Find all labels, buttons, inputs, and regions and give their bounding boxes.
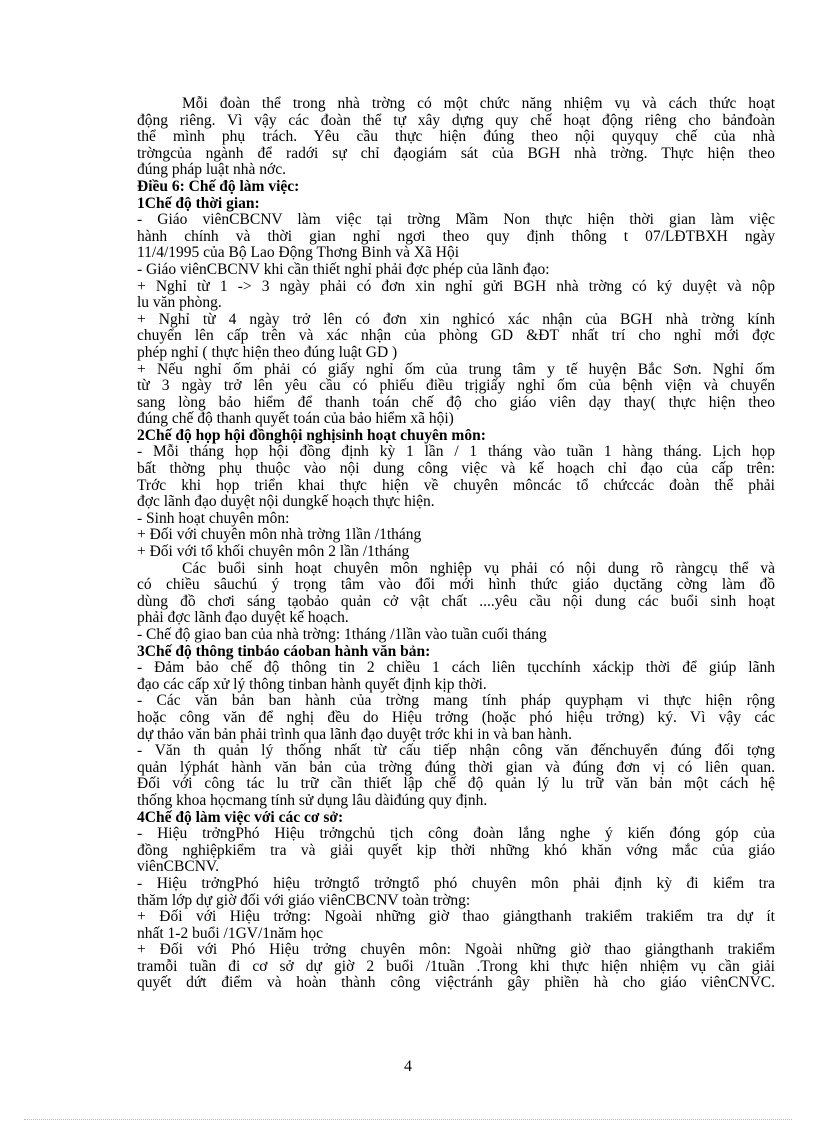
subsection-heading: 4Chế độ làm việc với các cơ sở: [137,809,344,826]
paragraph-line: - Hiệu trởngPhó Hiệu trởngchủ tịch công đoàn lắng nghe ý kiến đóng góp của [137,826,775,843]
paragraph-line: đúng chế độ thanh quyết toán của bảo hiểm xã hội) [137,411,454,428]
paragraph-line: - Sinh hoạt chuyên môn: [137,510,290,527]
paragraph-line: từ 3 ngày trở lên yêu cầu có phiếu điều trịgiấy nghỉ ốm của bệnh viện và chuyển [137,378,775,395]
paragraph-line: tramỗi tuần đi cơ sở dự giờ 2 buổi /1tuần .Trong khi thực hiện nhiệm vụ cần giải [137,958,775,975]
paragraph-line: - Mỗi tháng họp hội đồng định kỳ 1 lần / 1 tháng vào tuần 1 hàng tháng. Lịch họp [137,444,775,461]
paragraph-line: - Hiệu trởngPhó hiệu trởngtổ trởngtổ phó chuyên môn phải định kỳ đi kiểm tra [137,875,775,892]
paragraph-line: sang lòng bảo hiểm để thanh toán chế độ cho giáo viên dạy thay( thực hiện theo [137,394,775,411]
section-heading: Điều 6: Chế độ làm việc: [137,178,300,195]
paragraph-line: dùng đồ chơi sáng tạobảo quản cở vật chất ....yêu cầu nội dung các buổi sinh hoạt [137,593,775,610]
paragraph-line: thống khoa họcmang tính sử dụng lâu dàiđúng quy định. [137,792,488,809]
paragraph-line: + Đối với Hiệu trởng: Ngoài những giờ thao giảngthanh trakiểm trakiểm tra dự ít [137,909,775,926]
paragraph-line: thể mình phụ trách. Yêu cầu thực hiện đúng theo nội quyquy chế của nhà [137,129,775,146]
paragraph-line: dự thảo văn bản phải trình qua lãnh đạo duyệt trớc khi in và ban hành. [137,726,572,743]
paragraph-line: đúng pháp luật nhà nớc. [137,162,286,179]
paragraph-line: đồng nghiệpkiểm tra và giải quyết kịp thời những khó khăn vớng mắc của giáo [137,842,775,859]
paragraph-line: + Nghỉ từ 4 ngày trở lên có đơn xin nghỉcó xác nhận của BGH nhà trờng kính [137,311,775,328]
paragraph-line: + Đối với Phó Hiệu trởng chuyên môn: Ngoài những giờ thao giảngthanh trakiểm [137,942,775,959]
paragraph-line: quản lýphát hành văn bản của trờng đúng thời gian và đúng đơn vị có liên quan. [137,759,775,776]
paragraph-line: - Văn th quản lý thống nhất từ cấu tiếp nhận công văn đếnchuyển đúng đối tợng [137,743,775,760]
paragraph-line: - Đảm bảo chế độ thông tin 2 chiều 1 cách liên tụcchính xáckịp thời để giúp lãnh [137,660,775,677]
paragraph-line: lu văn phòng. [137,295,222,312]
paragraph-line: viênCBCNV. [137,859,219,876]
subsection-heading: 2Chế độ họp hội đồnghội nghịsinh hoạt chuyên môn: [137,427,486,444]
paragraph-line: Trớc khi họp triển khai thực hiện về chuyên môncác tổ chứccác đoàn thể phải [137,477,775,494]
paragraph-line: hành chính và thời gian nghỉ ngơi theo quy định thông t 07/LĐTBXH ngày [137,228,775,245]
paragraph-line: hoặc công văn để nghị đều do Hiệu trởng (hoặc phó hiệu trởng) ký. Vì vậy các [137,709,775,726]
paragraph-line: Mỗi đoàn thể trong nhà trờng có một chức năng nhiệm vụ và cách thức hoạt [182,96,775,112]
paragraph-line: + Đối với tổ khối chuyên môn 2 lần /1tháng [137,544,410,561]
paragraph-line: đạo các cấp xử lý thông tinban hành quyết định kịp thời. [137,676,487,693]
paragraph-line: - Giáo viênCBCNV làm việc tại trờng Mầm Non thực hiện thời gian làm việc [137,212,775,229]
subsection-heading: 1Chế độ thời gian: [137,195,260,212]
paragraph-line: + Nếu nghỉ ốm phải có giấy nghỉ ốm của trung tâm y tế huyện Bắc Sơn. Nghỉ ốm [137,361,775,378]
subsection-heading: 3Chế độ thông tinbáo cáoban hành văn bản: [137,643,431,660]
page-bottom-divider [24,1119,792,1120]
paragraph-line: phải đợc lãnh đạo duyệt kế hoạch. [137,610,349,627]
paragraph-line: + Đối với chuyên môn nhà trờng 1lần /1tháng [137,527,422,544]
paragraph-line: chuyển lên cấp trên và xác nhận của phòng GD &ĐT nhất trí cho nghỉ mới đợc [137,328,775,345]
paragraph-line: Đối với công tác lu trữ cần thiết lập chế độ quản lý lu trữ văn bản một cách hệ [137,776,775,793]
paragraph-line: Các buổi sinh hoạt chuyên môn nghiệp vụ phải có nội dung rõ ràngcụ thể và [182,560,775,577]
paragraph-line: thăm lớp dự giờ đối với giáo viênCBCNV toàn trờng: [137,892,471,909]
document-body [137,96,775,992]
paragraph-line: có chiều sâuchú ý trọng tâm vào đổi mới hình thức giáo dụctăng cờng làm đồ [137,577,775,594]
paragraph-line: + Nghỉ từ 1 -> 3 ngày phải có đơn xin nghỉ gửi BGH nhà trờng có ký duyệt và nộp [137,278,775,295]
paragraph-line: - Giáo viênCBCNV khi cần thiết nghỉ phải đợc phép của lãnh đạo: [137,261,550,278]
paragraph-line: đợc lãnh đạo duyệt nội dungkế hoạch thực hiện. [137,494,435,511]
paragraph-line: 11/4/1995 của Bộ Lao Động Thơng Binh và Xã Hội [137,245,460,262]
paragraph-line: nhất 1-2 buổi /1GV/1năm học [137,925,323,942]
paragraph-line: trờngcủa ngành để radới sự chỉ đạogiám sát của BGH nhà trờng. Thực hiện theo [137,145,775,162]
paragraph-line: - Chế độ giao ban của nhà trờng: 1tháng /1lần vào tuần cuối tháng [137,627,547,643]
page-number: 4 [404,1058,412,1075]
paragraph-line: quyết dứt điểm và hoàn thành công việctránh gây phiền hà cho giáo viênCNVC. [137,975,775,992]
paragraph-line: - Các văn bản ban hành của trờng mang tính pháp quyphạm vi thực hiện rộng [137,693,775,710]
paragraph-line: bất thờng phụ thuộc vào nội dung công việc và kế hoạch chỉ đạo của cấp trên: [137,461,775,478]
paragraph-line: phép nghỉ ( thực hiện theo đúng luật GD ) [137,344,398,361]
paragraph-line: động riêng. Vì vậy các đoàn thể tự xây dựng quy chế hoạt động riêng cho bảnđoàn [137,112,775,129]
